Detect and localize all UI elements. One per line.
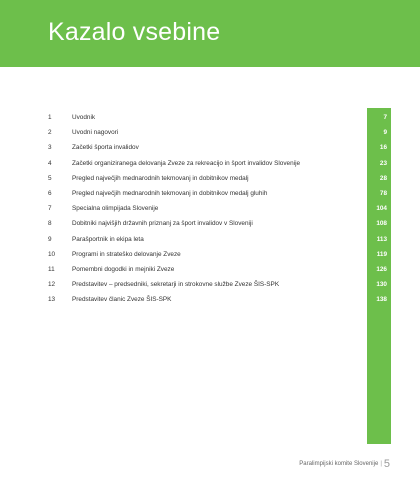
toc-number: 6: [48, 190, 52, 197]
toc-page-number: 23: [379, 159, 387, 167]
toc-page-number: 28: [379, 174, 387, 182]
toc-title: Predstavitev – predsedniki, sekretarji in strokovne službe Zveze ŠIS-SPK: [72, 281, 280, 289]
toc-row[interactable]: [0, 292, 420, 307]
footer-separator: |: [380, 461, 382, 467]
toc-title: Uvodnik: [72, 114, 96, 121]
toc-number: 12: [48, 281, 56, 289]
toc-number: 1: [48, 114, 52, 121]
toc-title: Pregled največjih mednarodnih tekmovanj in dobitnikov medalj gluhih: [72, 190, 268, 197]
toc-row[interactable]: [0, 201, 420, 216]
toc-page-number: 113: [376, 235, 387, 243]
toc-row[interactable]: [0, 171, 420, 186]
toc-row[interactable]: [0, 277, 420, 292]
toc-page-number: 16: [379, 144, 387, 152]
toc-title: Uvodni nagovori: [72, 129, 119, 137]
toc-number: 8: [48, 220, 52, 228]
toc-title: Specialna olimpijada Slovenije: [72, 205, 159, 213]
toc-page-number: 108: [376, 220, 387, 228]
toc-row[interactable]: [0, 156, 420, 171]
toc-page-number: 119: [376, 250, 387, 258]
toc-row[interactable]: [0, 232, 420, 247]
toc-page-number: 138: [376, 296, 387, 304]
toc-number: 11: [48, 266, 55, 273]
toc-page-number: 7: [383, 114, 387, 121]
page-title: Kazalo vsebine: [48, 18, 221, 46]
toc-title: Predstavitev članic Zveze ŠIS-SPK: [72, 296, 172, 304]
toc-number: 10: [48, 250, 56, 258]
toc-number: 4: [48, 159, 52, 167]
header-band: [0, 0, 420, 67]
toc-number: 3: [48, 144, 52, 152]
toc-number: 9: [48, 235, 52, 243]
footer-text: Paralimpijski komite Slovenije: [299, 461, 379, 467]
toc-title: Dobitniki najvišjih državnih priznanj za šport invalidov v Sloveniji: [72, 220, 253, 228]
footer: [299, 458, 390, 470]
toc-row[interactable]: [0, 247, 420, 262]
toc-row[interactable]: [0, 216, 420, 231]
toc-row[interactable]: [0, 125, 420, 140]
toc-page-number: 78: [379, 190, 387, 197]
toc-row[interactable]: [0, 140, 420, 155]
toc-title: Pregled največjih mednarodnih tekmovanj in dobitnikov medalj: [72, 174, 249, 182]
toc-title: Parašportnik in ekipa leta: [72, 235, 144, 243]
toc-page-number: 126: [376, 266, 387, 273]
footer-page-number: 5: [383, 458, 390, 470]
toc-number: 13: [48, 296, 56, 304]
toc-row[interactable]: [0, 186, 420, 201]
toc-row[interactable]: [0, 262, 420, 277]
toc-row[interactable]: [0, 110, 420, 125]
toc-title: Pomembni dogodki in mejniki Zveze: [72, 266, 175, 273]
toc-page-number: 9: [383, 129, 387, 137]
toc-number: 7: [48, 205, 52, 213]
toc-number: 2: [48, 129, 52, 137]
toc-page-number: 130: [376, 281, 387, 289]
toc-title: Začetki športa invalidov: [72, 144, 139, 152]
toc-number: 5: [48, 174, 52, 182]
toc-page-number: 104: [376, 205, 387, 213]
toc-title: Programi in strateško delovanje Zveze: [72, 250, 181, 258]
toc-title: Začetki organiziranega delovanja Zveze za rekreacijo in šport invalidov Slovenije: [72, 159, 301, 167]
